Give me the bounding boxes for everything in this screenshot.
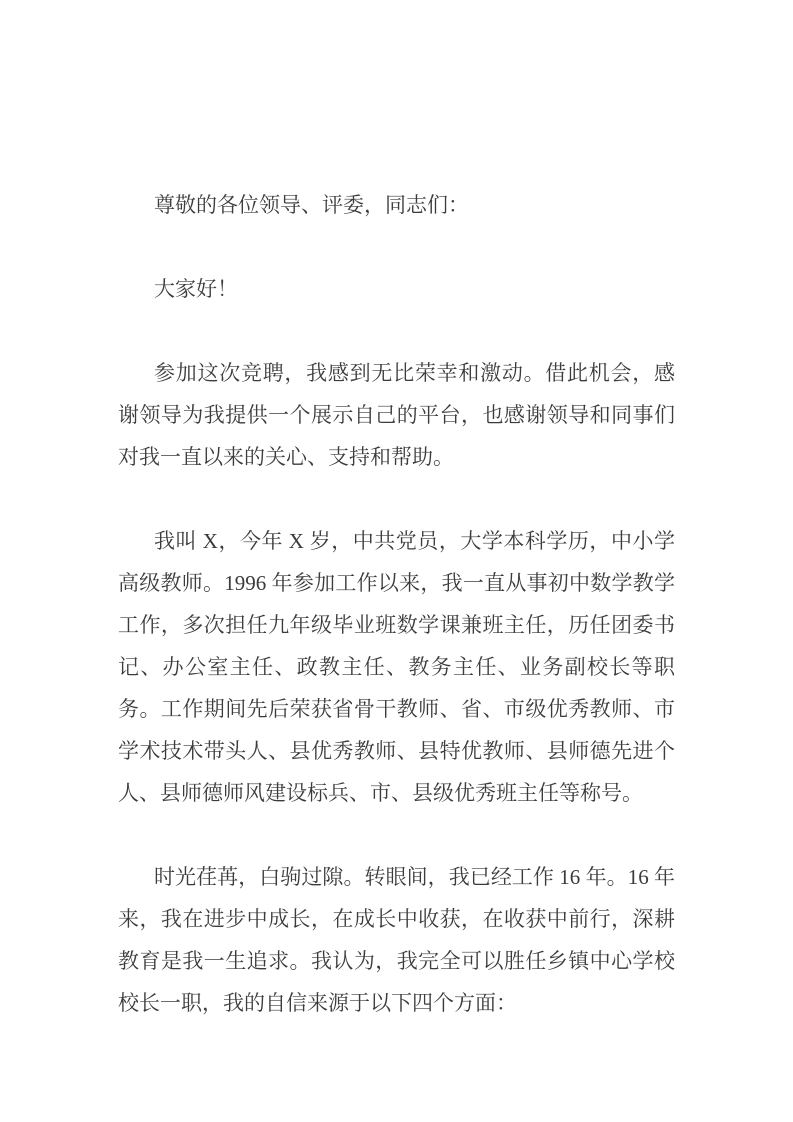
confidence-intro-paragraph: 时光荏苒，白驹过隙。转眼间，我已经工作 16 年。16 年来，我在进步中成长，在成长中收获，在收获中前行，深耕教育是我一生追求。我认为，我完全可以胜任乡镇中心学校校长一职，我的自信来源于以下四个方面： [118, 865, 675, 1015]
self-introduction-paragraph: 我叫 X，今年 X 岁，中共党员，大学本科学历，中小学高级教师。1996 年参加工作以来，我一直从事初中数学教学工作，多次担任九年级毕业班数学课兼班主任，历任团委书记、办公室主任、政教主任、教务主任、业务副校长等职务。工作期间先后荣获省骨干教师、省、市级优秀教师、市学术技术带头人、县优秀教师、县特优教师、县师德先进个人、县师德师风建设标兵、市、县级优秀班主任等称号。 [118, 529, 675, 805]
salutation-paragraph: 尊敬的各位领导、评委，同志们： [154, 193, 469, 217]
thanks-paragraph: 参加这次竞聘，我感到无比荣幸和激动。借此机会，感谢领导为我提供一个展示自己的平台，也感谢领导和同事们对我一直以来的关心、支持和帮助。 [118, 361, 675, 469]
greeting-paragraph: 大家好！ [154, 277, 238, 301]
